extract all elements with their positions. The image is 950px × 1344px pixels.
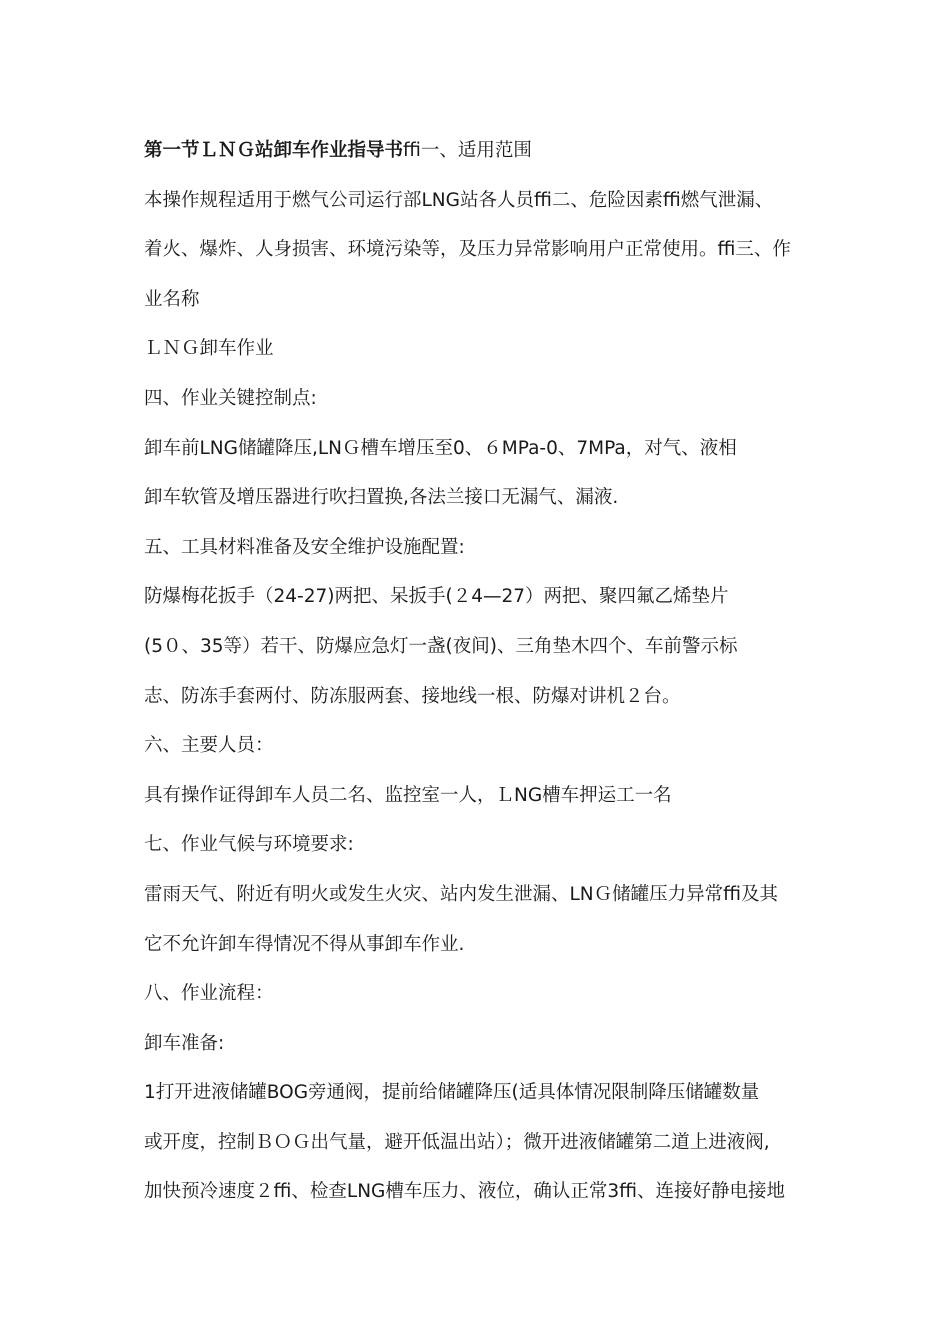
text-line: 雷雨天气、附近有明火或发生火灾、站内发生泄漏、LNＧ储罐压力异常ﬃ及其 bbox=[144, 883, 779, 905]
text-line: 五、工具材料准备及安全维护设施配置: bbox=[144, 536, 465, 558]
text-line: 四、作业关键控制点: bbox=[144, 387, 317, 409]
text-line: 防爆梅花扳手（24-27)两把、呆扳手(２4—27）两把、聚四氟乙烯垫片 bbox=[144, 586, 729, 608]
text-line: 1打开进液储罐BOG旁通阀，提前给储罐降压(适具体情况限制降压储罐数量 bbox=[144, 1082, 760, 1104]
section-heading bbox=[144, 126, 809, 176]
text-line: 六、主要人员： bbox=[144, 735, 274, 757]
text-line: 卸车软管及增压器进行吹扫置换,各法兰接口无漏气、漏液. bbox=[144, 487, 619, 509]
text-line: 卸车准备: bbox=[144, 1032, 225, 1054]
text-line: 卸车前LNG储罐降压,LNＧ槽车增压至0、６MPa-0、7MPa，对气、液相 bbox=[144, 437, 737, 459]
heading-continuation: ﬃ一、适用范围 bbox=[403, 140, 532, 161]
text-line: 加快预冷速度２ﬃ、检查LNG槽车压力、液位，确认正常3ﬃ、连接好静电接地 bbox=[144, 1181, 786, 1203]
document-body bbox=[144, 126, 809, 1217]
text-line: 志、防冻手套两付、防冻服两套、接地线一根、防爆对讲机２台。 bbox=[144, 685, 681, 707]
text-line: ＬＮＧ卸车作业 bbox=[144, 338, 274, 360]
text-line: 业名称 bbox=[144, 288, 200, 310]
text-line: 着火、爆炸、人身损害、环境污染等，及压力异常影响用户正常使用。ﬃ三、作 bbox=[144, 239, 791, 261]
text-line: 它不允许卸车得情况不得从事卸车作业. bbox=[144, 933, 465, 955]
text-line: 七、作业气候与环境要求: bbox=[144, 834, 354, 856]
text-line: 八、作业流程： bbox=[144, 983, 274, 1005]
section-title: 第一节ＬＮＧ站卸车作业指导书 bbox=[144, 140, 404, 161]
text-line: 本操作规程适用于燃气公司运行部LNG站各人员ﬃ二、危险因素ﬃ燃气泄漏、 bbox=[144, 189, 774, 211]
text-line: (5０、35等）若干、防爆应急灯一盏(夜间)、三角垫木四个、车前警示标 bbox=[144, 635, 738, 657]
text-line: 具有操作证得卸车人员二名、监控室一人，ＬNG槽车押运工一名 bbox=[144, 784, 672, 806]
text-line: 或开度，控制ＢＯＧ出气量，避开低温出站）；微开进液储罐第二道上进液阀, bbox=[144, 1131, 770, 1153]
